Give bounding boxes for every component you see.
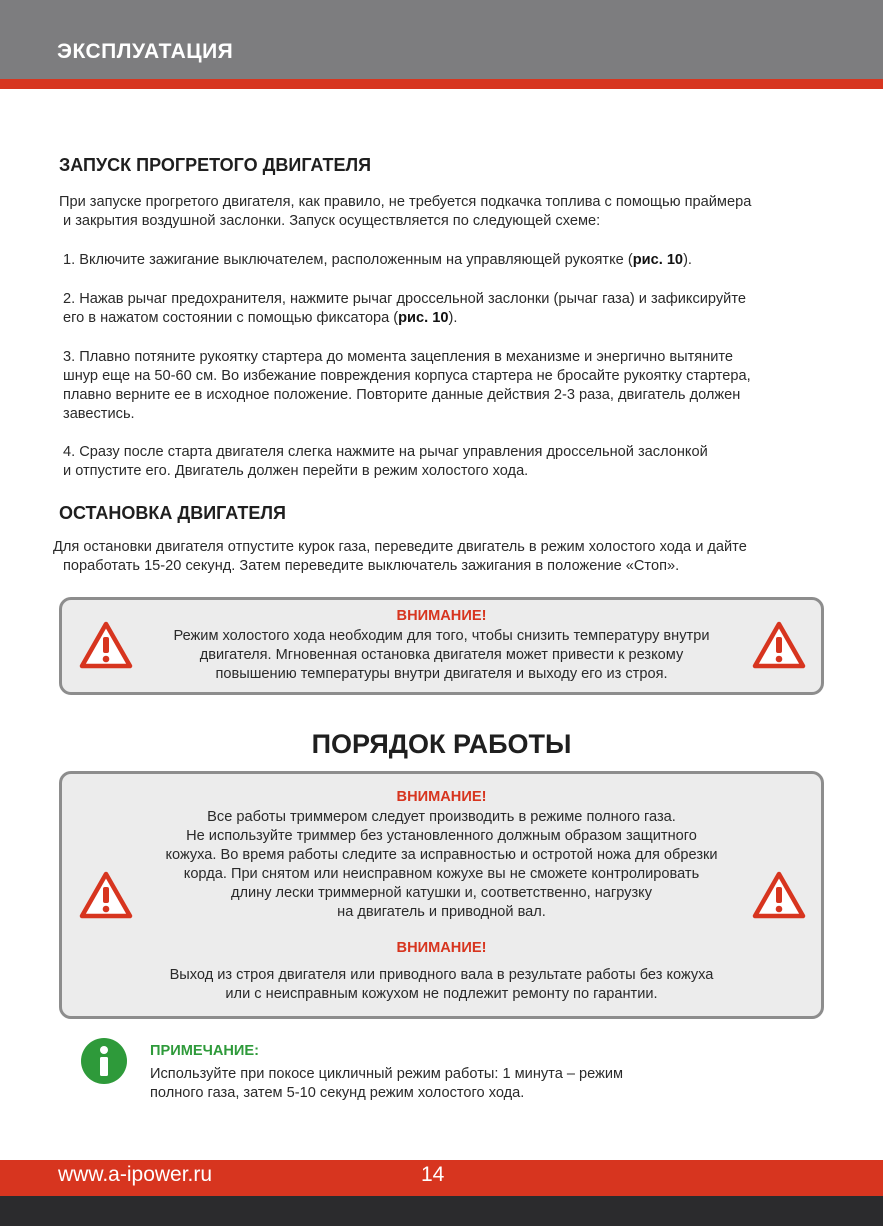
step-2-text: его в нажатом состоянии с помощью фиксатора (: [63, 310, 399, 326]
warning-box-idle: [59, 597, 824, 695]
info-icon: [81, 1038, 127, 1084]
start-step-1: [63, 251, 692, 270]
start-intro-line-2: и закрытия воздушной заслонки. Запуск осуществляется по следующей схеме:: [63, 213, 601, 229]
footer-website: www.a-ipower.ru: [58, 1163, 213, 1186]
page-number: 14: [421, 1163, 445, 1186]
step-2-figure-ref: рис. 10: [398, 310, 449, 326]
info-glyph-icon: [81, 1038, 127, 1084]
start-step-3-line-4: завестись.: [63, 406, 135, 422]
warning-title-2: ВНИМАНИЕ!: [396, 940, 487, 956]
warning-text-2: [62, 966, 821, 1004]
warning-line: повышению температуры внутри двигателя и выходу его из строя.: [215, 666, 668, 682]
footer-bottom-strip: [0, 1196, 883, 1226]
warning-line: Не используйте триммер без установленного должным образом защитного: [186, 828, 697, 844]
warning-line: на двигатель и приводной вал.: [337, 904, 546, 920]
stop-section-title: ОСТАНОВКА ДВИГАТЕЛЯ: [59, 503, 286, 523]
header-bar: [0, 0, 883, 79]
warning-text: [62, 808, 821, 922]
start-intro-line-1: При запуске прогретого двигателя, как правило, не требуется подкачка топлива с помощью праймера: [59, 194, 752, 210]
warning-line: Режим холостого хода необходим для того, чтобы снизить температуру внутри: [173, 628, 710, 644]
start-section-title: ЗАПУСК ПРОГРЕТОГО ДВИГАТЕЛЯ: [59, 155, 372, 175]
start-step-2-line-1: 2. Нажав рычаг предохранителя, нажмите рычаг дроссельной заслонки (рычаг газа) и зафиксируйте: [63, 291, 746, 307]
warning-line: или с неисправным кожухом не подлежит ремонту по гарантии.: [225, 986, 658, 1002]
warning-triangle-icon: [752, 870, 806, 920]
warning-line: корда. При снятом или неисправном кожухе вы не сможете контролировать: [183, 866, 700, 882]
step-1-end: ).: [683, 252, 692, 268]
stop-text-line-2: поработать 15-20 секунд. Затем переведите выключатель зажигания в положение «Стоп».: [63, 558, 680, 574]
warning-title: ВНИМАНИЕ!: [396, 789, 487, 805]
note-line-2: полного газа, затем 5-10 секунд режим холостого хода.: [150, 1085, 525, 1101]
start-step-3-line-3: плавно верните ее в исходное положение. Повторите данные действия 2-3 раза, двигатель должен: [63, 387, 741, 403]
stop-text-line-1: Для остановки двигателя отпустите курок газа, переведите двигатель в режим холостого хода и дайте: [53, 539, 747, 555]
warning-line: длину лески триммерной катушки и, соответственно, нагрузку: [230, 885, 653, 901]
note-line-1: Используйте при покосе цикличный режим работы: 1 минута – режим: [150, 1066, 624, 1082]
warning-line: двигателя. Мгновенная остановка двигателя может привести к резкому: [199, 647, 684, 663]
warning-line: Выход из строя двигателя или приводного вала в результате работы без кожуха: [169, 967, 714, 983]
note-title: ПРИМЕЧАНИЕ:: [150, 1043, 260, 1059]
start-step-4-line-1: 4. Сразу после старта двигателя слегка нажмите на рычаг управления дроссельной заслонкой: [63, 444, 708, 460]
start-step-4-line-2: и отпустите его. Двигатель должен перейти в режим холостого хода.: [63, 463, 529, 479]
start-step-3-line-2: шнур еще на 50-60 см. Во избежание повреждения корпуса стартера не бросайте рукоятку стартера,: [63, 368, 751, 384]
warning-title: ВНИМАНИЕ!: [396, 608, 487, 624]
warning-triangle-icon: [752, 620, 806, 670]
header-title: ЭКСПЛУАТАЦИЯ: [57, 40, 234, 63]
warning-triangle-icon: [79, 620, 133, 670]
step-2-end: ).: [448, 310, 458, 326]
work-order-title: ПОРЯДОК РАБОТЫ: [311, 729, 572, 759]
warning-text: [62, 627, 821, 684]
step-1-text: 1. Включите зажигание выключателем, расположенным на управляющей рукоятке (: [63, 252, 633, 268]
warning-box-work: [59, 771, 824, 1019]
warning-triangle-icon: [79, 870, 133, 920]
warning-line: кожуха. Во время работы следите за исправностью и остротой ножа для обрезки: [165, 847, 718, 863]
start-step-2-line-2: [63, 309, 457, 328]
warning-line: Все работы триммером следует производить в режиме полного газа.: [207, 809, 676, 825]
start-step-3-line-1: 3. Плавно потяните рукоятку стартера до момента зацепления в механизме и энергично вытяните: [63, 349, 734, 365]
step-1-figure-ref: рис. 10: [632, 252, 684, 268]
header-accent-stripe: [0, 79, 883, 89]
